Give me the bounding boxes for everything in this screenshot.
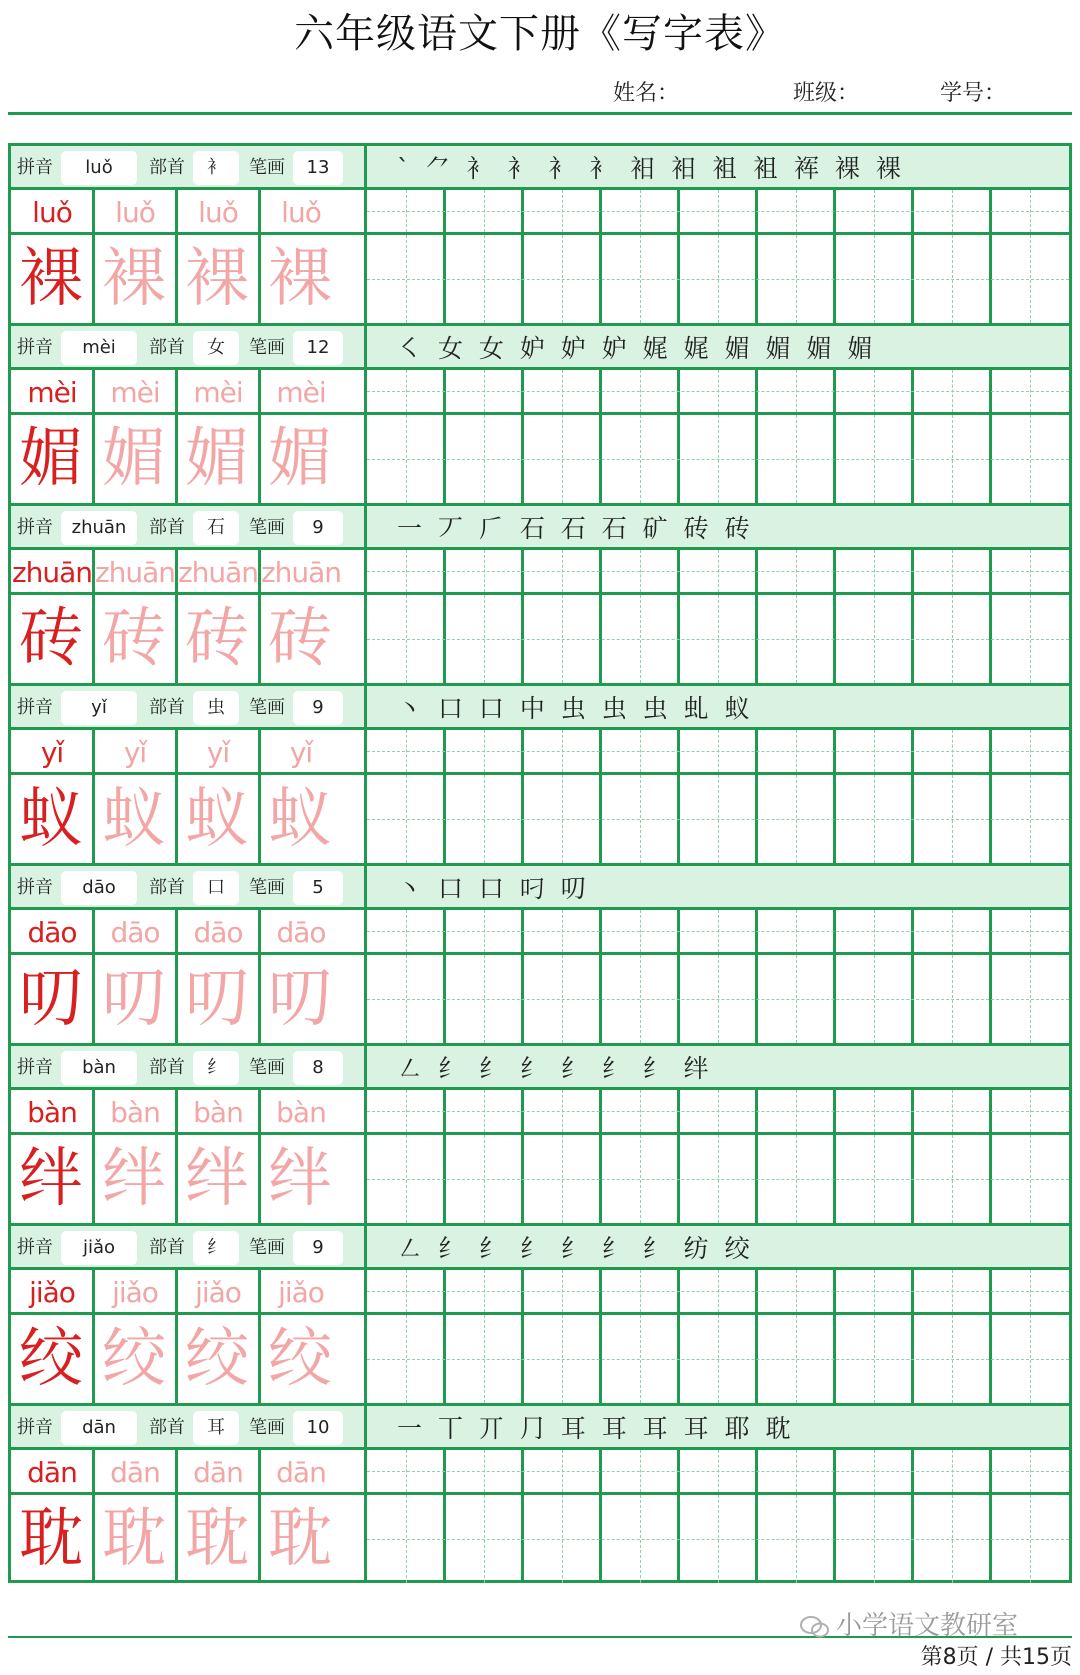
pinyin-label: 拼音	[17, 1417, 53, 1438]
strokes-label: 笔画	[249, 157, 285, 178]
guide-line	[367, 1359, 1069, 1360]
trace-pinyin: luǒ	[281, 196, 321, 229]
stroke-order: ` ⺈ 衤 衤 衤 衤 衵 衵 袓 袓 裈 裸 裸	[397, 154, 905, 183]
trace-pinyin: luǒ	[115, 196, 155, 229]
cell-border	[258, 775, 261, 863]
trace-character: 裸	[102, 242, 166, 316]
model-pinyin: zhuān	[11, 556, 93, 589]
trace-pinyin: dān	[276, 1456, 326, 1489]
cell-border	[175, 190, 178, 232]
strokes-label: 笔画	[249, 1417, 285, 1438]
column-divider	[364, 1406, 367, 1450]
guide-line	[367, 459, 1069, 460]
pinyin-label: 拼音	[17, 157, 53, 178]
cell-border	[92, 190, 95, 232]
top-rule	[8, 112, 1072, 115]
model-pinyin: yǐ	[40, 736, 64, 769]
trace-character: 砖	[185, 602, 249, 676]
trace-character: 砖	[102, 602, 166, 676]
trace-character: 绊	[185, 1142, 249, 1216]
model-pinyin: dān	[27, 1456, 77, 1489]
cell-border	[92, 1495, 95, 1583]
trace-pinyin: mèi	[193, 376, 243, 409]
cell-border	[92, 955, 95, 1043]
radical-label: 部首	[149, 157, 185, 178]
column-divider	[364, 1226, 367, 1270]
cell-border	[92, 1270, 95, 1312]
trace-pinyin: yǐ	[206, 736, 230, 769]
trace-pinyin: luǒ	[198, 196, 238, 229]
strokes-value: 5	[293, 871, 343, 905]
pinyin-label: 拼音	[17, 697, 53, 718]
trace-character: 耽	[102, 1502, 166, 1576]
trace-pinyin: bàn	[193, 1096, 243, 1129]
pinyin-writing-row	[11, 370, 1069, 415]
page-number: 第8页 / 共15页	[920, 1645, 1072, 1670]
strokes-value: 12	[293, 331, 343, 365]
column-divider	[364, 146, 367, 190]
info-row	[11, 686, 1069, 730]
character-block	[11, 1406, 1069, 1586]
model-character: 绊	[19, 1142, 83, 1216]
pinyin-writing-row	[11, 1270, 1069, 1315]
cell-border	[175, 910, 178, 952]
cell-border	[175, 1090, 178, 1132]
character-block	[11, 686, 1069, 866]
student-info	[0, 76, 1080, 106]
pinyin-value: mèi	[61, 331, 137, 365]
trace-character: 绞	[185, 1322, 249, 1396]
radical-value: 衤	[193, 151, 239, 185]
cell-border	[258, 595, 261, 683]
character-writing-row	[11, 235, 1069, 323]
info-row	[11, 1406, 1069, 1450]
class-label: 班级：	[793, 81, 860, 106]
watermark-text: 小学语文教研室	[836, 1611, 1019, 1641]
radical-label: 部首	[149, 1417, 185, 1438]
radical-value: 耳	[193, 1411, 239, 1445]
cell-border	[92, 1450, 95, 1492]
cell-border	[175, 370, 178, 412]
guide-line	[367, 1539, 1069, 1540]
id-label: 学号：	[940, 81, 1007, 106]
trace-character: 叨	[185, 962, 249, 1036]
guide-line	[367, 1291, 1069, 1292]
strokes-value: 10	[293, 1411, 343, 1445]
trace-character: 媚	[102, 422, 166, 496]
info-row	[11, 326, 1069, 370]
trace-pinyin: yǐ	[123, 736, 147, 769]
column-divider	[364, 686, 367, 730]
model-pinyin: luǒ	[32, 196, 72, 229]
strokes-label: 笔画	[249, 1237, 285, 1258]
cell-border	[92, 1315, 95, 1403]
cell-border	[258, 190, 261, 232]
trace-pinyin: dān	[193, 1456, 243, 1489]
cell-border	[175, 955, 178, 1043]
pinyin-value: jiǎo	[61, 1231, 137, 1265]
model-character: 砖	[19, 602, 83, 676]
cell-border	[92, 370, 95, 412]
model-character: 耽	[19, 1502, 83, 1576]
cell-border	[92, 415, 95, 503]
trace-character: 绊	[102, 1142, 166, 1216]
cell-border	[92, 1090, 95, 1132]
trace-character: 绞	[102, 1322, 166, 1396]
trace-pinyin: dāo	[276, 916, 326, 949]
radical-label: 部首	[149, 1057, 185, 1078]
cell-border	[175, 1495, 178, 1583]
guide-line	[367, 639, 1069, 640]
radical-label: 部首	[149, 1237, 185, 1258]
cell-border	[258, 1135, 261, 1223]
pinyin-writing-row	[11, 190, 1069, 235]
strokes-label: 笔画	[249, 517, 285, 538]
trace-character: 裸	[268, 242, 332, 316]
trace-character: 裸	[185, 242, 249, 316]
stroke-order: 一 丆 𠂆 石 石 石 矿 砖 砖	[397, 514, 754, 543]
cell-border	[92, 595, 95, 683]
strokes-value: 13	[293, 151, 343, 185]
character-block	[11, 1046, 1069, 1226]
pinyin-label: 拼音	[17, 517, 53, 538]
stroke-order: 一 丅 丌 ⺆ 耳 耳 耳 耳 耶 耽	[397, 1414, 795, 1443]
cell-border	[258, 235, 261, 323]
model-character: 蚁	[19, 782, 83, 856]
trace-character: 叨	[102, 962, 166, 1036]
character-writing-row	[11, 595, 1069, 683]
trace-pinyin: mèi	[276, 376, 326, 409]
pinyin-value: bàn	[61, 1051, 137, 1085]
character-block	[11, 326, 1069, 506]
stroke-order: 丶 口 口 叼 叨	[397, 874, 590, 903]
guide-line	[367, 931, 1069, 932]
trace-pinyin: jiǎo	[195, 1276, 241, 1309]
trace-character: 蚁	[268, 782, 332, 856]
guide-line	[367, 819, 1069, 820]
info-row	[11, 1046, 1069, 1090]
guide-line	[367, 391, 1069, 392]
trace-character: 媚	[268, 422, 332, 496]
cell-border	[258, 910, 261, 952]
trace-pinyin: dān	[110, 1456, 160, 1489]
trace-character: 媚	[185, 422, 249, 496]
pinyin-label: 拼音	[17, 1057, 53, 1078]
pinyin-writing-row	[11, 1090, 1069, 1135]
column-divider	[364, 326, 367, 370]
radical-label: 部首	[149, 877, 185, 898]
info-row	[11, 866, 1069, 910]
trace-pinyin: bàn	[110, 1096, 160, 1129]
writing-sheet	[8, 143, 1072, 1583]
strokes-value: 8	[293, 1051, 343, 1085]
guide-line	[367, 211, 1069, 212]
cell-border	[258, 415, 261, 503]
trace-character: 绊	[268, 1142, 332, 1216]
cell-border	[175, 775, 178, 863]
column-divider	[364, 506, 367, 550]
model-character: 叨	[19, 962, 83, 1036]
guide-line	[367, 1471, 1069, 1472]
pinyin-writing-row	[11, 550, 1069, 595]
cell-border	[92, 910, 95, 952]
cell-border	[258, 1315, 261, 1403]
trace-character: 叨	[268, 962, 332, 1036]
strokes-label: 笔画	[249, 697, 285, 718]
model-pinyin: mèi	[27, 376, 77, 409]
pinyin-writing-row	[11, 1450, 1069, 1495]
guide-line	[367, 279, 1069, 280]
strokes-label: 笔画	[249, 877, 285, 898]
radical-value: 石	[193, 511, 239, 545]
strokes-value: 9	[293, 511, 343, 545]
cell-border	[258, 370, 261, 412]
cell-border	[175, 1450, 178, 1492]
trace-pinyin: mèi	[110, 376, 160, 409]
character-writing-row	[11, 1135, 1069, 1223]
pinyin-value: zhuān	[61, 511, 137, 545]
character-block	[11, 506, 1069, 686]
radical-value: 纟	[193, 1051, 239, 1085]
strokes-label: 笔画	[249, 1057, 285, 1078]
trace-character: 耽	[185, 1502, 249, 1576]
radical-label: 部首	[149, 337, 185, 358]
cell-border	[175, 550, 178, 592]
cell-border	[92, 550, 95, 592]
cell-border	[175, 1135, 178, 1223]
cell-border	[175, 730, 178, 772]
pinyin-writing-row	[11, 730, 1069, 775]
character-writing-row	[11, 1315, 1069, 1403]
guide-line	[367, 1111, 1069, 1112]
radical-label: 部首	[149, 517, 185, 538]
model-pinyin: dāo	[27, 916, 77, 949]
cell-border	[175, 595, 178, 683]
character-block	[11, 146, 1069, 326]
trace-pinyin: jiǎo	[112, 1276, 158, 1309]
character-block	[11, 1226, 1069, 1406]
character-writing-row	[11, 955, 1069, 1043]
pinyin-value: luǒ	[61, 151, 137, 185]
model-character: 裸	[19, 242, 83, 316]
trace-pinyin: zhuān	[177, 556, 259, 589]
cell-border	[258, 550, 261, 592]
info-row	[11, 146, 1069, 190]
cell-border	[175, 1315, 178, 1403]
model-character: 绞	[19, 1322, 83, 1396]
stroke-order: ㇜ 纟 纟 纟 纟 纟 纟 纺 绞	[397, 1234, 754, 1263]
model-pinyin: jiǎo	[29, 1276, 75, 1309]
cell-border	[92, 730, 95, 772]
cell-border	[258, 730, 261, 772]
cell-border	[92, 775, 95, 863]
info-row	[11, 1226, 1069, 1270]
watermark	[800, 1605, 1018, 1642]
pinyin-value: dān	[61, 1411, 137, 1445]
strokes-label: 笔画	[249, 337, 285, 358]
pinyin-value: yǐ	[61, 691, 137, 725]
trace-pinyin: dāo	[110, 916, 160, 949]
trace-pinyin: yǐ	[289, 736, 313, 769]
page-title: 六年级语文下册《写字表》	[294, 11, 786, 57]
cell-border	[258, 1450, 261, 1492]
guide-line	[367, 571, 1069, 572]
stroke-order: ㇛ 女 女 妒 妒 妒 娓 娓 媚 媚 媚 媚	[397, 334, 877, 363]
column-divider	[364, 866, 367, 910]
pinyin-writing-row	[11, 910, 1069, 955]
model-pinyin: bàn	[27, 1096, 77, 1129]
cell-border	[175, 415, 178, 503]
strokes-value: 9	[293, 691, 343, 725]
cell-border	[92, 235, 95, 323]
model-character: 媚	[19, 422, 83, 496]
cell-border	[258, 1495, 261, 1583]
trace-character: 蚁	[102, 782, 166, 856]
guide-line	[367, 999, 1069, 1000]
cell-border	[175, 235, 178, 323]
name-label: 姓名：	[613, 81, 680, 106]
trace-character: 砖	[268, 602, 332, 676]
pinyin-label: 拼音	[17, 1237, 53, 1258]
pinyin-label: 拼音	[17, 877, 53, 898]
cell-border	[175, 1270, 178, 1312]
cell-border	[258, 1270, 261, 1312]
cell-border	[92, 1135, 95, 1223]
character-writing-row	[11, 775, 1069, 863]
trace-pinyin: dāo	[193, 916, 243, 949]
radical-label: 部首	[149, 697, 185, 718]
radical-value: 纟	[193, 1231, 239, 1265]
trace-pinyin: zhuān	[94, 556, 176, 589]
pinyin-label: 拼音	[17, 337, 53, 358]
cell-border	[258, 955, 261, 1043]
guide-line	[367, 1179, 1069, 1180]
trace-pinyin: jiǎo	[278, 1276, 324, 1309]
wechat-icon	[800, 1616, 830, 1638]
strokes-value: 9	[293, 1231, 343, 1265]
radical-value: 虫	[193, 691, 239, 725]
cell-border	[258, 1090, 261, 1132]
character-writing-row	[11, 1495, 1069, 1583]
guide-line	[367, 751, 1069, 752]
trace-character: 绞	[268, 1322, 332, 1396]
stroke-order: ㇜ 纟 纟 纟 纟 纟 纟 绊	[397, 1054, 713, 1083]
character-block	[11, 866, 1069, 1046]
pinyin-value: dāo	[61, 871, 137, 905]
trace-character: 耽	[268, 1502, 332, 1576]
column-divider	[364, 1046, 367, 1090]
stroke-order: 丶 口 口 中 虫 虫 虫 虬 蚁	[397, 694, 754, 723]
radical-value: 女	[193, 331, 239, 365]
info-row	[11, 506, 1069, 550]
character-writing-row	[11, 415, 1069, 503]
trace-character: 蚁	[185, 782, 249, 856]
trace-pinyin: bàn	[276, 1096, 326, 1129]
radical-value: 口	[193, 871, 239, 905]
trace-pinyin: zhuān	[260, 556, 342, 589]
